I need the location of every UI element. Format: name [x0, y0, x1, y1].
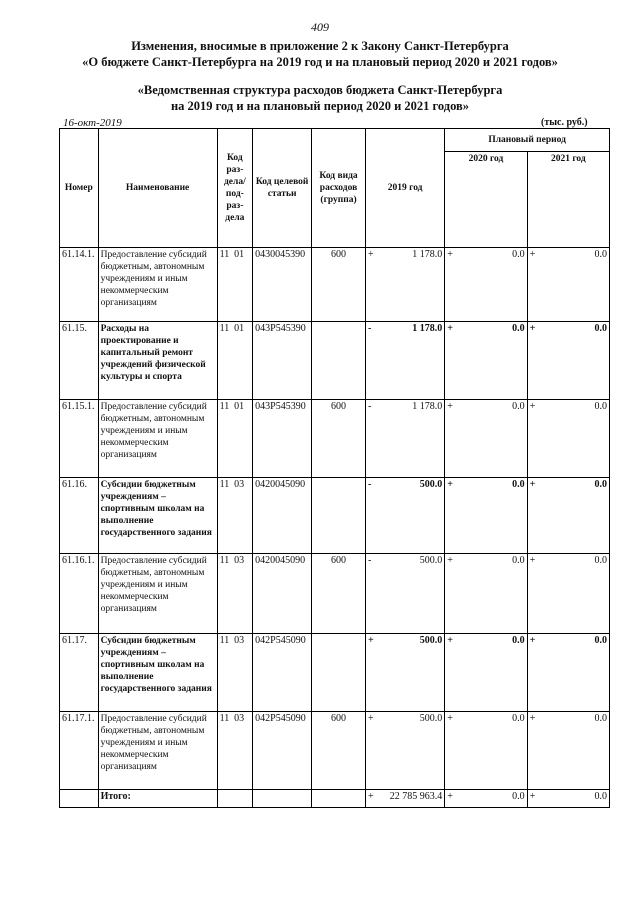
row-expense-type: 600 [312, 400, 366, 478]
row-target-code: 0420045090 [253, 478, 312, 554]
amount-sign: - [367, 479, 372, 490]
header-planned-period: Плановый период [445, 129, 610, 152]
row-podrazdel: 01 [234, 401, 245, 412]
row-amount-2019 [365, 712, 444, 790]
amount-value: 1 178.0 [412, 401, 443, 412]
row-number: 61.16.1. [60, 554, 99, 634]
row-podrazdel: 01 [234, 323, 245, 334]
header-2021: 2021 год [527, 152, 609, 248]
amount-sign: + [529, 791, 536, 802]
header-number: Номер [60, 129, 99, 248]
row-number: 61.17.1. [60, 712, 99, 790]
table-row [60, 248, 610, 322]
row-amount-2019 [365, 554, 444, 634]
subtitle-line-1: «Ведомственная структура расходов бюджета Санкт-Петербурга [137, 83, 503, 97]
row-section-code [217, 248, 253, 322]
row-target-code: 042Р545090 [253, 712, 312, 790]
amount-value: 0.0 [512, 791, 525, 802]
amount-sign: + [529, 635, 536, 646]
units-label: (тыс. руб.) [541, 117, 588, 128]
total-empty [60, 790, 99, 808]
total-label: Итого: [98, 790, 217, 808]
row-podrazdel: 03 [234, 479, 245, 490]
title-line-2: «О бюджете Санкт-Петербурга на 2019 год и на плановый период 2020 и 2021 годов» [82, 55, 558, 69]
budget-table [59, 128, 610, 808]
header-target-code: Код целевой статьи [253, 129, 312, 248]
row-amount-2021 [527, 248, 609, 322]
subtitle-line-2: на 2019 год и на плановый период 2020 и 2021 годов» [170, 99, 470, 113]
row-expense-type: 600 [312, 712, 366, 790]
amount-sign: + [447, 791, 453, 802]
amount-value: 22 785 963.4 [389, 791, 443, 802]
row-podrazdel: 03 [234, 635, 245, 646]
row-amount-2019 [365, 248, 444, 322]
amount-value: 0.0 [512, 479, 525, 490]
amount-sign: + [447, 323, 453, 334]
row-target-code: 042Р545090 [253, 634, 312, 712]
amount-value: 0.0 [594, 713, 607, 724]
row-amount-2020 [445, 554, 527, 634]
amount-sign: + [447, 555, 453, 566]
amount-value: 0.0 [512, 249, 525, 260]
row-expense-type [312, 634, 366, 712]
amount-value: 500.0 [419, 713, 443, 724]
amount-value: 500.0 [419, 635, 443, 646]
amount-value: 1 178.0 [412, 323, 443, 334]
amount-sign: + [367, 791, 374, 802]
row-number: 61.15. [60, 322, 99, 400]
row-amount-2020 [445, 400, 527, 478]
amount-sign: + [529, 249, 536, 260]
row-section-code [217, 634, 253, 712]
amount-sign: - [367, 555, 372, 566]
total-amount-2019 [365, 790, 444, 808]
row-name: Субсидии бюджетным учреждениям – спортивным школам на выполнение государственного задания [98, 634, 217, 712]
row-name: Субсидии бюджетным учреждениям – спортивным школам на выполнение государственного задания [98, 478, 217, 554]
amount-value: 0.0 [512, 323, 525, 334]
row-amount-2019 [365, 400, 444, 478]
header-2019: 2019 год [365, 129, 444, 248]
row-amount-2019 [365, 634, 444, 712]
table-row [60, 554, 610, 634]
header-expense-type-code: Код вида расходов (группа) [312, 129, 366, 248]
table-row [60, 634, 610, 712]
total-empty [312, 790, 366, 808]
row-amount-2020 [445, 712, 527, 790]
row-name: Предоставление субсидий бюджетным, автономным учреждениям и иным некоммерческим организациям [98, 712, 217, 790]
amount-value: 0.0 [594, 401, 607, 412]
row-podrazdel: 03 [234, 713, 245, 724]
amount-sign: + [529, 713, 536, 724]
total-empty [217, 790, 253, 808]
amount-sign: - [367, 401, 372, 412]
row-razdel: 11 [219, 401, 230, 412]
row-expense-type [312, 322, 366, 400]
page-number: 409 [311, 20, 329, 34]
amount-sign: + [367, 713, 374, 724]
total-amount-2020 [445, 790, 527, 808]
amount-sign: + [529, 479, 536, 490]
amount-sign: - [367, 323, 372, 334]
amount-sign: + [447, 249, 453, 260]
row-amount-2020 [445, 634, 527, 712]
amount-value: 500.0 [419, 555, 443, 566]
row-number: 61.16. [60, 478, 99, 554]
row-expense-type: 600 [312, 248, 366, 322]
table-row [60, 712, 610, 790]
row-razdel: 11 [219, 635, 230, 646]
amount-sign: + [529, 555, 536, 566]
amount-value: 0.0 [594, 249, 607, 260]
row-amount-2020 [445, 478, 527, 554]
table-row [60, 478, 610, 554]
row-podrazdel: 03 [234, 555, 245, 566]
row-razdel: 11 [219, 479, 230, 490]
header-section-code: Код раз- дела/ под- раз- дела [217, 129, 253, 248]
row-amount-2020 [445, 248, 527, 322]
total-empty [253, 790, 312, 808]
row-name: Предоставление субсидий бюджетным, автономным учреждениям и иным некоммерческим организациям [98, 400, 217, 478]
row-amount-2020 [445, 322, 527, 400]
amount-value: 0.0 [512, 713, 525, 724]
amount-value: 500.0 [419, 479, 443, 490]
amount-sign: + [447, 401, 453, 412]
table-row [60, 400, 610, 478]
row-amount-2019 [365, 478, 444, 554]
amount-value: 0.0 [594, 555, 607, 566]
row-target-code: 0430045390 [253, 248, 312, 322]
amount-sign: + [367, 249, 374, 260]
amount-sign: + [447, 713, 453, 724]
amount-value: 1 178.0 [412, 249, 443, 260]
row-number: 61.17. [60, 634, 99, 712]
row-target-code: 043Р545390 [253, 400, 312, 478]
header-2020: 2020 год [445, 152, 527, 248]
row-razdel: 11 [219, 713, 230, 724]
row-amount-2019 [365, 322, 444, 400]
table-row [60, 322, 610, 400]
amount-value: 0.0 [594, 479, 607, 490]
amount-value: 0.0 [594, 323, 607, 334]
row-section-code [217, 712, 253, 790]
row-target-code: 043Р545390 [253, 322, 312, 400]
total-row [60, 790, 610, 808]
amount-sign: + [447, 635, 453, 646]
row-name: Расходы на проектирование и капитальный ремонт учреждений физической культуры и спорта [98, 322, 217, 400]
amount-sign: + [367, 635, 374, 646]
row-expense-type [312, 478, 366, 554]
amount-value: 0.0 [594, 635, 607, 646]
row-section-code [217, 322, 253, 400]
amount-value: 0.0 [594, 791, 607, 802]
header-name: Наименование [98, 129, 217, 248]
total-amount-2021 [527, 790, 609, 808]
row-amount-2021 [527, 322, 609, 400]
row-name: Предоставление субсидий бюджетным, автономным учреждениям и иным некоммерческим организациям [98, 554, 217, 634]
row-amount-2021 [527, 634, 609, 712]
document-date: 16-окт-2019 [63, 117, 122, 129]
document-subtitle [0, 82, 640, 114]
row-razdel: 11 [219, 249, 230, 260]
row-amount-2021 [527, 478, 609, 554]
row-number: 61.15.1. [60, 400, 99, 478]
row-podrazdel: 01 [234, 249, 245, 260]
amount-value: 0.0 [512, 401, 525, 412]
row-amount-2021 [527, 712, 609, 790]
document-title [0, 38, 640, 70]
row-razdel: 11 [219, 555, 230, 566]
row-number: 61.14.1. [60, 248, 99, 322]
amount-sign: + [529, 323, 536, 334]
row-section-code [217, 478, 253, 554]
title-line-1: Изменения, вносимые в приложение 2 к Закону Санкт-Петербурга [131, 39, 509, 53]
row-name: Предоставление субсидий бюджетным, автономным учреждениям и иным некоммерческим организациям [98, 248, 217, 322]
row-section-code [217, 400, 253, 478]
amount-sign: + [529, 401, 536, 412]
amount-sign: + [447, 479, 453, 490]
row-target-code: 0420045090 [253, 554, 312, 634]
amount-value: 0.0 [512, 555, 525, 566]
row-expense-type: 600 [312, 554, 366, 634]
row-amount-2021 [527, 400, 609, 478]
row-razdel: 11 [219, 323, 230, 334]
amount-value: 0.0 [512, 635, 525, 646]
row-amount-2021 [527, 554, 609, 634]
row-section-code [217, 554, 253, 634]
